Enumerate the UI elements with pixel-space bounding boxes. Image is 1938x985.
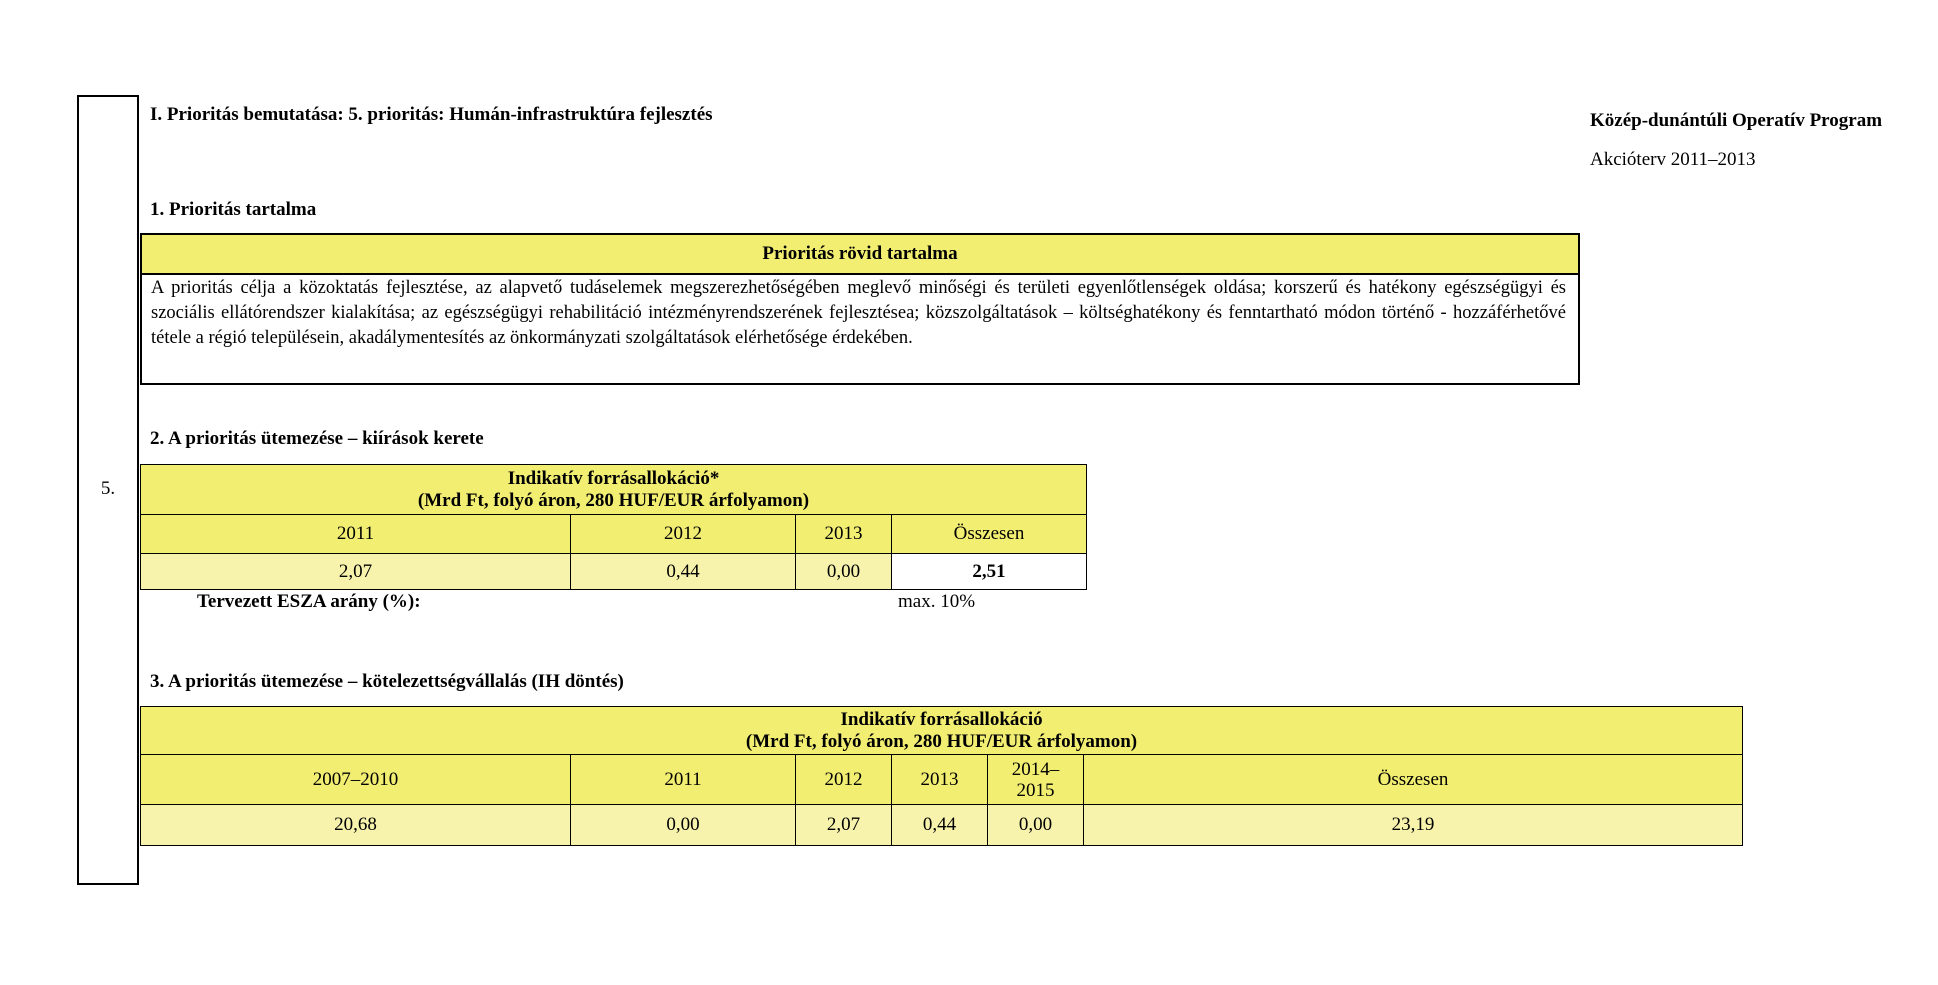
esza-label: Tervezett ESZA arány (%):: [197, 591, 421, 612]
priority-number: 5.: [100, 478, 116, 499]
table-title-cell: [141, 707, 1743, 755]
priority-content-box: [140, 233, 1580, 385]
table-row: [141, 554, 1087, 590]
table-title-line-1: Indikatív forrásallokáció*: [507, 467, 720, 489]
column-header: [988, 755, 1084, 805]
section2-title: 2. A prioritás ütemezése – kiírások kerete: [150, 428, 484, 449]
value-cell: 20,68: [141, 805, 571, 846]
column-header: 2012: [571, 515, 796, 554]
column-header: 2013: [892, 755, 988, 805]
page-title: I. Prioritás bemutatása: 5. prioritás: Humán-infrastruktúra fejlesztés: [150, 104, 713, 125]
table-title-line-2: (Mrd Ft, folyó áron, 280 HUF/EUR árfolyamon): [745, 730, 1138, 752]
table-row: [141, 465, 1087, 515]
table-title-line-2: (Mrd Ft, folyó áron, 280 HUF/EUR árfolyamon): [417, 489, 810, 511]
priority-content-text: A prioritás célja a közoktatás fejlesztése, az alapvető tudáselemek megszerezhetőségében meglevő minőségi és területi egyenlőtlenségek oldása; korszerű és hatékony egészségügyi és szociális ellátórendszer kialakítása; az egészségügyi rehabilitáció intézményrendszerének fejlesztésea; közszolgáltatások – költséghatékony és fenntartható módon történő - hozzáférhetővé tétele a régió településein, akadálymentesítés az önkormányzati szolgáltatások elérhetősége érdekében.: [151, 278, 1566, 348]
total-cell: 23,19: [1084, 805, 1743, 846]
column-header-line-1: 2014–: [1011, 758, 1060, 780]
value-cell: 2,07: [796, 805, 892, 846]
value-cell: 0,00: [796, 554, 892, 590]
commitment-table: [140, 706, 1743, 846]
esza-value: max. 10%: [898, 591, 976, 612]
table-title-line-1: Indikatív forrásallokáció: [840, 708, 1043, 730]
table-row: [141, 805, 1743, 846]
value-cell: 0,44: [892, 805, 988, 846]
column-header: 2013: [796, 515, 892, 554]
section3-title: 3. A prioritás ütemezése – kötelezettségvállalás (IH döntés): [150, 671, 624, 692]
action-plan-period: Akcióterv 2011–2013: [1590, 149, 1756, 170]
value-cell: 2,07: [141, 554, 571, 590]
column-header: Összesen: [1084, 755, 1743, 805]
value-cell: 0,44: [571, 554, 796, 590]
section1-title: 1. Prioritás tartalma: [150, 199, 317, 220]
value-cell: 0,00: [988, 805, 1084, 846]
priority-content-header: Prioritás rövid tartalma: [142, 235, 1578, 275]
table-title-cell: [141, 465, 1087, 515]
table-row: [141, 515, 1087, 554]
column-header-line-2: 2015: [1016, 779, 1055, 801]
column-header: 2011: [141, 515, 571, 554]
total-cell: 2,51: [892, 554, 1087, 590]
column-header: 2007–2010: [141, 755, 571, 805]
table-row: [141, 755, 1743, 805]
program-name: Közép-dunántúli Operatív Program: [1590, 110, 1883, 131]
column-header: 2012: [796, 755, 892, 805]
table-row: [141, 707, 1743, 755]
column-header: 2011: [571, 755, 796, 805]
value-cell: 0,00: [571, 805, 796, 846]
column-header: Összesen: [892, 515, 1087, 554]
allocation-table: [140, 464, 1087, 590]
